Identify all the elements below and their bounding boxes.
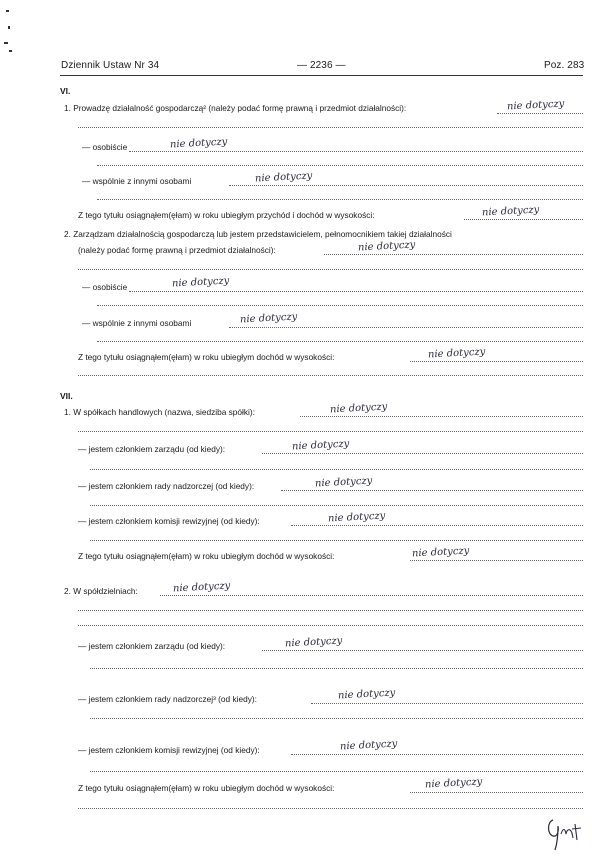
handwritten-answer: nie dotyczy [411,545,470,560]
answer-line [90,505,583,506]
position-number: Poz. 283 [544,60,585,71]
answer-line [291,525,583,526]
vi-2-income-label: Z tego tytułu osiągnąłem(ęłam) w roku ubiegłym dochód w wysokości: [78,352,335,362]
handwritten-answer: nie dotyczy [291,438,350,453]
handwritten-answer: nie dotyczy [329,401,388,416]
answer-line [97,199,583,200]
handwritten-answer: nie dotyczy [284,635,343,650]
answer-line [90,540,583,541]
handwritten-answer: nie dotyczy [339,738,398,753]
vi-1-income-label: Z tego tytułu osiągnąłem(ęłam) w roku ubiegłym przychód i dochód w wysokości: [78,210,375,220]
answer-line [300,416,583,417]
answer-line [78,431,583,432]
answer-line [497,113,583,114]
handwritten-initials [545,812,585,852]
vii-1-board-label: — jestem członkiem zarządu (od kiedy): [78,444,226,454]
vii-2-income-label: Z tego tytułu osiągnąłem(ęłam) w roku ubiegłym dochód w wysokości: [78,783,335,793]
answer-line [410,361,583,362]
vii-1-income-label: Z tego tytułu osiągnąłem(ęłam) w roku ubiegłym dochód w wysokości: [78,551,335,561]
handwritten-answer: nie dotyczy [424,776,483,791]
handwritten-answer: nie dotyczy [169,136,228,151]
vii-1-audit-label: — jestem członkiem komisji rewizyjnej (od kiedy): [78,516,260,526]
section-vi-heading: VI. [60,86,71,96]
vi-2-label-line1: 2. Zarządzam działalnością gospodarczą lub jestem przedstawicielem, pełnomocnikiem takiej działalności [64,229,452,239]
vii-1-label: 1. W spółkach handlowych (nazwa, siedziba spółki): [64,407,255,417]
handwritten-answer: nie dotyczy [239,311,298,326]
answer-line [97,305,583,306]
vii-2-supervisory-label: — jestem członkiem rady nadzorczej³ (od kiedy): [78,694,257,704]
journal-title: Dziennik Ustaw Nr 34 [61,60,160,71]
answer-line [464,219,583,220]
vi-2-label-line2: (należy podać formę prawną i przedmiot działalności): [78,245,276,255]
answer-line [78,625,583,626]
handwritten-answer: nie dotyczy [172,580,231,595]
answer-line [291,754,583,755]
handwritten-answer: nie dotyczy [314,475,373,490]
answer-line [78,127,583,128]
answer-line [90,718,583,719]
handwritten-answer: nie dotyczy [327,510,386,525]
answer-line [160,595,583,596]
answer-line [262,650,583,651]
answer-line [281,490,583,491]
answer-line [324,254,583,255]
vii-2-audit-label: — jestem członkiem komisji rewizyjnej (od kiedy): [78,745,260,755]
handwritten-answer: nie dotyczy [254,170,313,185]
answer-line [129,291,583,292]
answer-line [78,269,583,270]
answer-line [78,808,583,809]
section-vii-heading: VII. [60,391,73,401]
answer-line [97,341,583,342]
answer-line [229,185,583,186]
handwritten-answer: nie dotyczy [506,98,565,113]
scan-mark [6,10,9,12]
answer-line [78,610,583,611]
handwritten-answer: nie dotyczy [357,239,416,254]
answer-line [311,703,583,704]
answer-line [129,151,583,152]
answer-line [410,792,583,793]
vii-2-label: 2. W spółdzielniach: [64,586,138,596]
page-number: — 2236 — [297,60,346,71]
answer-line [229,327,583,328]
vi-1-label: 1. Prowadzę działalność gospodarczą² (należy podać formę prawną i przedmiot działalności): [64,103,407,113]
answer-line [262,453,583,454]
vi-2-personally-label: — osobiście [82,282,128,292]
handwritten-answer: nie dotyczy [171,275,230,290]
scan-mark [8,26,10,29]
answer-line [97,165,583,166]
handwritten-answer: nie dotyczy [337,687,396,702]
scan-mark [4,42,8,44]
answer-line [90,668,583,669]
answer-line [78,375,583,376]
answer-line [90,469,583,470]
handwritten-answer: nie dotyczy [427,346,486,361]
vii-2-board-label: — jestem członkiem zarządu (od kiedy): [78,641,226,651]
answer-line [410,560,583,561]
scan-mark [9,50,12,52]
answer-line [90,771,583,772]
handwritten-answer: nie dotyczy [481,204,540,219]
vi-1-jointly-label: — wspólnie z innymi osobami [82,176,192,186]
vi-1-personally-label: — osobiście [82,142,128,152]
header-rule [60,75,583,76]
vi-2-jointly-label: — wspólnie z innymi osobami [82,318,192,328]
vii-1-supervisory-label: — jestem członkiem rady nadzorczej (od kiedy): [78,481,255,491]
